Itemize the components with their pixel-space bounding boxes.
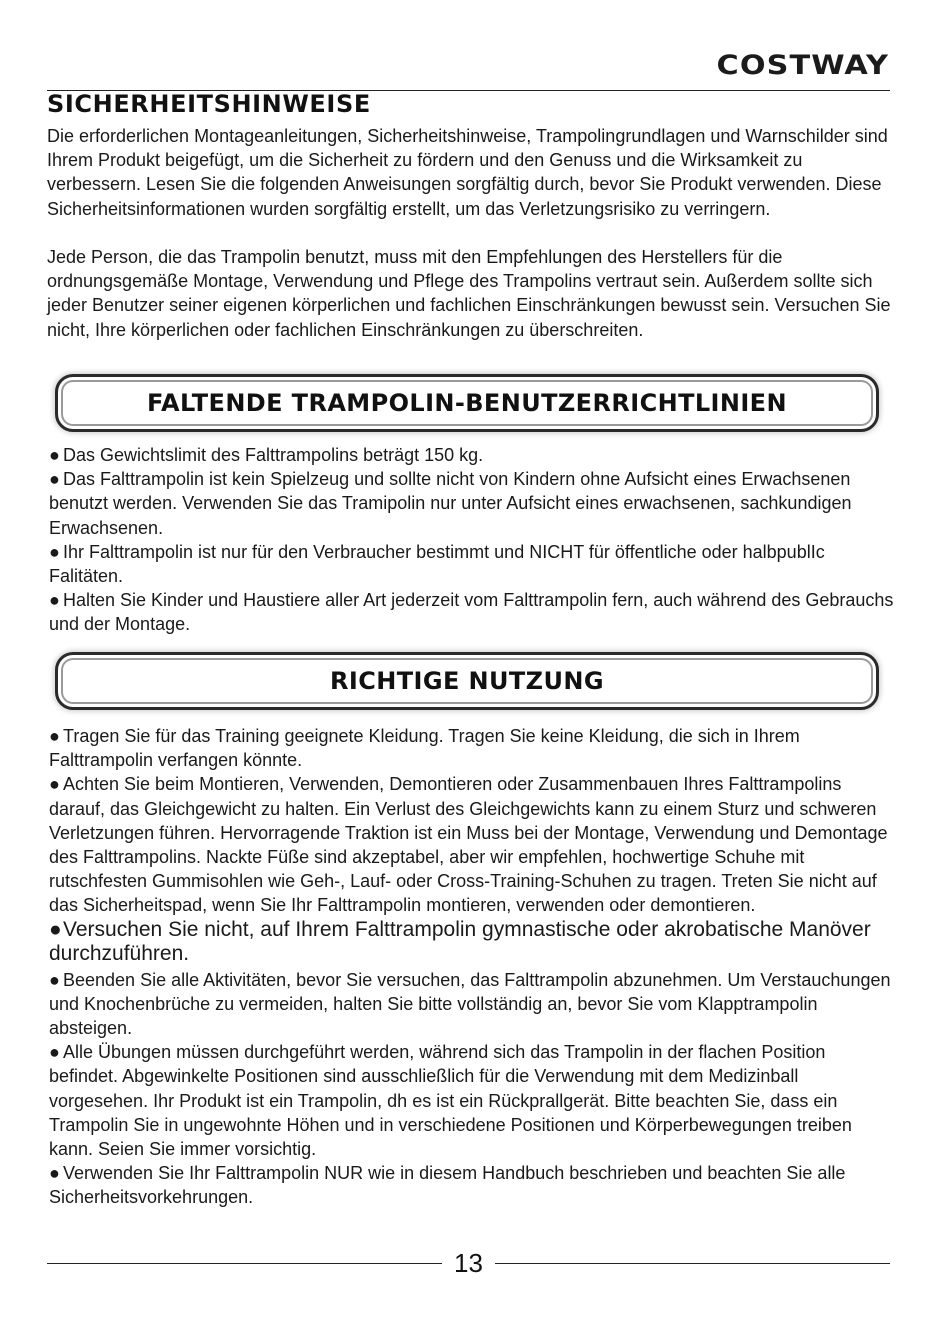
brand-logo: COSTWAY: [716, 50, 889, 81]
section-banner-guidelines: [55, 374, 879, 432]
section-heading-usage: RICHTIGE NUTZUNG: [330, 667, 604, 695]
list-item: ● Halten Sie Kinder und Haustiere aller Art jederzeit vom Falttrampolin fern, auch während des Gebrauchs und der Montage.: [49, 590, 894, 635]
footer-rule-left: [47, 1263, 442, 1264]
bullet-icon: ●: [49, 726, 60, 746]
usage-list: [49, 724, 894, 1210]
list-item: ● Ihr Falttrampolin ist nur für den Verbraucher bestimmt und NICHT für öffentliche oder halbpublIc Falitäten.: [49, 541, 825, 587]
bullet-icon: ●: [49, 541, 60, 562]
list-item: ● Achten Sie beim Montieren, Verwenden, Demontieren oder Zusammenbauen Ihres Falttrampolins darauf, das Gleichgewicht zu halten. Ein Verlust des Gleichgewichts kann zu einem Sturz und schweren Verletzungen führen. Hervorragende Traktion ist ein Muss bei der Montage, Verwendung und Demontage des Falttrampolins. Nackte Füße sind akzeptabel, aber wir empfehlen, hochwertige Schuhe mit rutschfesten Gummisohlen wie Geh-, Lauf- oder Cross-Training-Schuhen zu tragen. Treten Sie nicht auf das Sicherheitspad, wenn Sie Ihr Falttrampolin montieren, verwenden oder demontieren.: [49, 774, 888, 916]
list-item: ● Verwenden Sie Ihr Falttrampolin NUR wie in diesem Handbuch beschrieben und beachten Sie alle Sicherheitsvorkehrungen.: [49, 1163, 846, 1208]
bullet-icon: ●: [49, 469, 60, 490]
list-item: ● Beenden Sie alle Aktivitäten, bevor Sie versuchen, das Falttrampolin abzunehmen. Um Verstauchungen und Knochenbrüche zu vermeiden, halten Sie bitte vollständig an, bevor Sie vom Klapptrampolin absteigen.: [49, 969, 891, 1039]
page-title: SICHERHEITSHINWEISE: [47, 90, 371, 118]
guidelines-list: [49, 443, 894, 637]
list-item: ● Tragen Sie für das Training geeignete Kleidung. Tragen Sie keine Kleidung, die sich in Ihrem Falttrampolin verfangen könnte.: [49, 726, 800, 771]
bullet-icon: ●: [49, 969, 60, 990]
bullet-icon: ●: [49, 774, 60, 795]
bullet-icon: ●: [49, 1042, 60, 1063]
bullet-icon: ●: [49, 1163, 60, 1184]
list-item: ● Alle Übungen müssen durchgeführt werden, während sich das Trampolin in der flachen Position befindet. Abgewinkelte Positionen sind ausschließlich für die Verwendung mit dem Medizinball vorgesehen. Ihr Produkt ist ein Trampolin, dh es ist ein Rückprallgerät. Bitte beachten Sie, dass ein Trampolin Sie in ungewohnte Höhen und in verschiedene Positionen und Körperbewegungen treiben kann. Seien Sie immer vorsichtig.: [49, 1042, 852, 1160]
footer-rule-right: [495, 1263, 890, 1264]
bullet-icon: ●: [49, 445, 60, 465]
bullet-icon: ●: [49, 590, 60, 611]
bullet-icon: ●: [49, 917, 62, 941]
intro-paragraph-1: Die erforderlichen Montageanleitungen, Sicherheitshinweise, Trampolingrundlagen und Warnschilder sind Ihrem Produkt beigefügt, um die Sicherheit zu fördern und den Genuss und die Wirksamkeit zu verbessern. Lesen Sie die folgenden Anweisungen sorgfältig durch, bevor Sie Produkt verwenden. Diese Sicherheitsinformationen wurden sorgfältig erstellt, um das Verletzungsrisiko zu verringern.: [47, 126, 888, 219]
list-item: ●Versuchen Sie nicht, auf Ihrem Falttrampolin gymnastische oder akrobatische Manöver durchzuführen.: [49, 917, 871, 965]
list-item: ● Das Gewichtslimit des Falttrampolins beträgt 150 kg.: [49, 443, 894, 467]
section-heading-guidelines: FALTENDE TRAMPOLIN-BENUTZERRICHTLINIEN: [147, 389, 787, 417]
intro-paragraph-2: Jede Person, die das Trampolin benutzt, muss mit den Empfehlungen des Herstellers für die ordnungsgemäße Montage, Verwendung und Pflege des Trampolins vertraut sein. Außerdem sollte sich jeder Benutzer seiner eigenen körperlichen und fachlichen Einschränkungen bewusst sein. Versuchen Sie nicht, Ihre körperlichen oder fachlichen Einschränkungen zu überschreiten.: [47, 247, 891, 340]
list-item: ● Das Falttrampolin ist kein Spielzeug und sollte nicht von Kindern ohne Aufsicht eines Erwachsenen benutzt werden. Verwenden Sie das Tramipolin nur unter Aufsicht eines erwachsenen, sachkundigen Erwachsenen.: [49, 469, 852, 538]
page-number: 13: [454, 1247, 483, 1278]
page-footer: [47, 1248, 890, 1278]
section-banner-usage: [55, 652, 879, 710]
